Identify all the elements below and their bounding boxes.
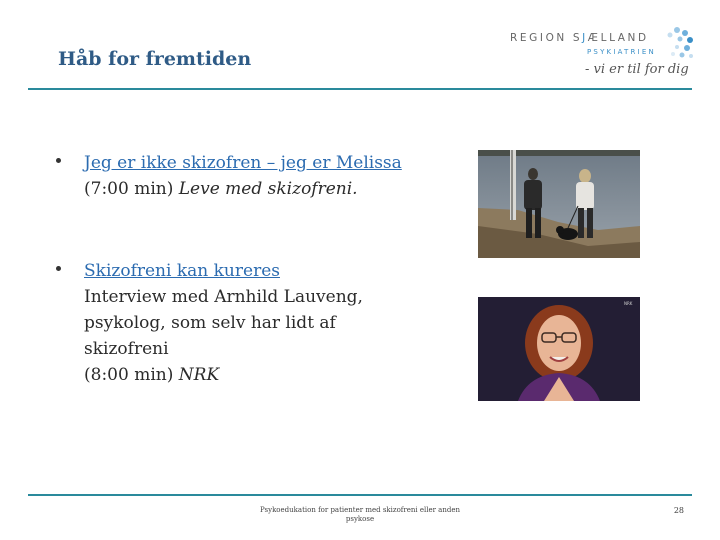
page-number: 28	[673, 506, 684, 515]
region-logo	[505, 26, 695, 88]
bullet-text	[84, 258, 363, 388]
video-link-melissa[interactable]: Jeg er ikke skizofren – jeg er Melissa	[84, 153, 402, 173]
bullet-detail: psykolog, som selv har lidt af	[84, 313, 336, 333]
bullet-detail: Interview med Arnhild Lauveng,	[84, 287, 363, 307]
bullet-italic-note: Leve med skizofreni.	[178, 179, 358, 199]
logo-tagline: - vi er til for dig	[585, 62, 689, 77]
slide-title: Håb for fremtiden	[58, 48, 252, 70]
bullet-dot-icon	[56, 266, 61, 271]
bullet-text	[84, 150, 402, 202]
lake-walk-image	[478, 150, 640, 258]
logo-name: REGION SJÆLLAND	[510, 32, 649, 44]
footer-text: Psykoedukation for patienter med skizofreni eller anden psykose	[260, 506, 460, 523]
video-thumbnail-melissa[interactable]	[478, 150, 640, 258]
bullet-italic-note: NRK	[178, 365, 220, 385]
title-divider	[28, 88, 692, 90]
video-thumbnail-nrk[interactable]	[478, 297, 640, 401]
footer-divider	[28, 494, 692, 496]
bullet-dot-icon	[56, 158, 61, 163]
bullet-detail: (8:00 min)	[84, 365, 179, 385]
bullet-detail: skizofreni	[84, 339, 169, 359]
bullet-detail: (7:00 min)	[84, 179, 179, 199]
channel-mark: NRK	[624, 301, 633, 306]
logo-dots-icon	[663, 26, 695, 66]
video-link-kureres[interactable]: Skizofreni kan kureres	[84, 261, 280, 281]
logo-department: PSYKIATRIEN	[587, 48, 656, 56]
interview-image	[478, 297, 640, 401]
